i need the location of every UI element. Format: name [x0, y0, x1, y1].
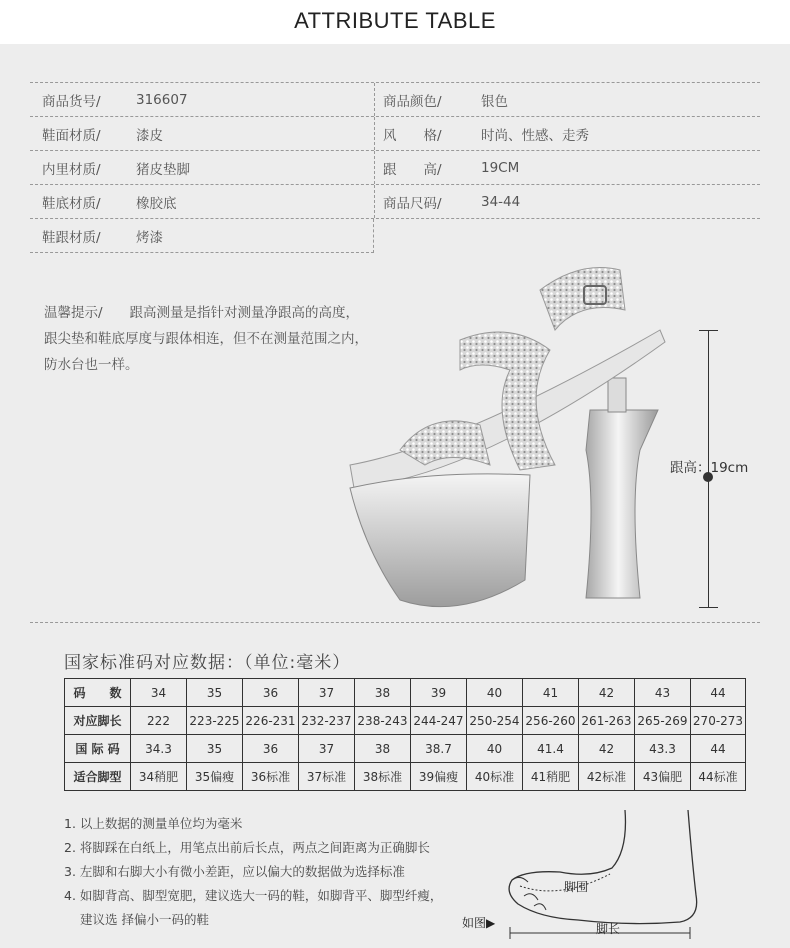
- table-cell: 38.7: [411, 735, 467, 763]
- table-cell: 44: [691, 679, 746, 707]
- table-row: [65, 763, 746, 791]
- table-cell: 226-231: [243, 707, 299, 735]
- table-cell: 36: [243, 735, 299, 763]
- attribute-row: [30, 83, 760, 117]
- table-cell: 238-243: [355, 707, 411, 735]
- header-bar: [0, 0, 790, 44]
- table-cell: 38: [355, 735, 411, 763]
- row-header: 国 际 码: [65, 735, 131, 763]
- table-cell: 222: [131, 707, 187, 735]
- table-cell: 244-247: [411, 707, 467, 735]
- attribute-key: 鞋跟材质/: [42, 229, 101, 246]
- table-cell: 34稍肥: [131, 763, 187, 791]
- attribute-cell: [30, 151, 374, 184]
- table-cell: 40: [467, 679, 523, 707]
- table-cell: 41.4: [523, 735, 579, 763]
- table-cell: 43偏肥: [635, 763, 691, 791]
- table-cell: 44标准: [691, 763, 746, 791]
- table-cell: 261-263: [579, 707, 635, 735]
- size-table-title: 国家标准码对应数据：（单位:毫米）: [64, 653, 351, 673]
- table-cell: 35: [187, 679, 243, 707]
- attribute-cell: [374, 117, 760, 150]
- attribute-cell: [30, 219, 373, 252]
- tip-line: 跟尖垫和鞋底厚度与跟体相连，但不在测量范围之内，: [44, 331, 368, 347]
- attribute-cell: [374, 83, 760, 116]
- attribute-cell: [374, 185, 760, 218]
- table-cell: 270-273: [691, 707, 746, 735]
- table-cell: 37: [299, 679, 355, 707]
- attribute-value: 316607: [136, 91, 188, 108]
- table-cell: 232-237: [299, 707, 355, 735]
- table-cell: 256-260: [523, 707, 579, 735]
- table-cell: 223-225: [187, 707, 243, 735]
- attribute-key: 鞋面材质/: [42, 127, 101, 144]
- table-cell: 35: [187, 735, 243, 763]
- note-line: 3. 左脚和右脚大小有微小差距，应以偏大的数据做为选择标准: [64, 864, 405, 879]
- note-line: 4. 如脚背高、脚型宽肥，建议选大一码的鞋，如脚背平、脚型纤瘦，: [64, 888, 443, 903]
- table-cell: 34.3: [131, 735, 187, 763]
- table-cell: 40标准: [467, 763, 523, 791]
- attribute-row: [30, 117, 760, 151]
- attribute-key: 商品尺码/: [383, 195, 442, 212]
- table-cell: 42: [579, 679, 635, 707]
- table-cell: 39: [411, 679, 467, 707]
- row-header: 码 数: [65, 679, 131, 707]
- table-row: [65, 679, 746, 707]
- table-cell: 38: [355, 679, 411, 707]
- attribute-value: 19CM: [481, 159, 520, 176]
- attribute-value: 时尚、性感、走秀: [481, 127, 589, 144]
- table-cell: 36: [243, 679, 299, 707]
- attribute-value: 橡胶底: [136, 195, 177, 212]
- table-cell: 37: [299, 735, 355, 763]
- foot-girth-label: 脚围: [564, 880, 589, 894]
- attribute-key: 风 格/: [383, 127, 442, 144]
- attribute-row: [30, 185, 760, 219]
- table-cell: 43: [635, 679, 691, 707]
- table-cell: 44: [691, 735, 746, 763]
- attribute-key: 跟 高/: [383, 161, 442, 178]
- attribute-value: 34-44: [481, 193, 521, 210]
- table-cell: 43.3: [635, 735, 691, 763]
- attribute-value: 银色: [481, 93, 508, 110]
- example-label: 如图▶: [462, 916, 496, 930]
- heel-height-top-cap: [699, 330, 718, 331]
- foot-measure-diagram: [500, 800, 750, 940]
- note-line: 1. 以上数据的测量单位均为毫米: [64, 816, 243, 831]
- size-table: [64, 678, 746, 791]
- table-cell: 42: [579, 735, 635, 763]
- table-cell: 250-254: [467, 707, 523, 735]
- page-title: ATTRIBUTE TABLE: [294, 8, 496, 33]
- table-row: [65, 707, 746, 735]
- attribute-value: 猪皮垫脚: [136, 161, 190, 178]
- note-line: 建议选 择偏小一码的鞋: [80, 912, 209, 927]
- row-header: 适合脚型: [65, 763, 131, 791]
- tip-line: 防水台也一样。: [44, 357, 139, 373]
- table-cell: 42标准: [579, 763, 635, 791]
- attribute-key: 鞋底材质/: [42, 195, 101, 212]
- platform-sandal-image: [340, 250, 680, 630]
- attribute-value: 烤漆: [136, 229, 163, 246]
- attribute-value: 漆皮: [136, 127, 163, 144]
- row-header: 对应脚长: [65, 707, 131, 735]
- table-cell: 265-269: [635, 707, 691, 735]
- heel-height-bottom-cap: [699, 607, 718, 608]
- table-cell: 39偏瘦: [411, 763, 467, 791]
- table-cell: 37标准: [299, 763, 355, 791]
- attribute-row: [30, 151, 760, 185]
- section-divider: [30, 622, 760, 623]
- attribute-key: 商品货号/: [42, 93, 101, 110]
- attribute-cell: [30, 117, 374, 150]
- tip-line: 温馨提示/ 跟高测量是指针对测量净跟高的高度，: [44, 305, 360, 321]
- table-cell: 34: [131, 679, 187, 707]
- table-cell: 36标准: [243, 763, 299, 791]
- table-cell: 38标准: [355, 763, 411, 791]
- attribute-row: [30, 219, 374, 253]
- table-row: [65, 735, 746, 763]
- attribute-table: [30, 82, 760, 253]
- attribute-key: 内里材质/: [42, 161, 101, 178]
- attribute-cell: [30, 83, 374, 116]
- table-cell: 35偏瘦: [187, 763, 243, 791]
- table-cell: 41: [523, 679, 579, 707]
- note-line: 2. 将脚踩在白纸上，用笔点出前后长点，两点之间距离为正确脚长: [64, 840, 430, 855]
- sizing-notes: [64, 812, 442, 932]
- foot-length-label: 脚长: [596, 922, 621, 936]
- attribute-cell: [30, 185, 374, 218]
- table-cell: 40: [467, 735, 523, 763]
- table-cell: 41稍肥: [523, 763, 579, 791]
- attribute-key: 商品颜色/: [383, 93, 442, 110]
- heel-height-label: 跟高：19cm: [670, 460, 749, 476]
- attribute-cell: [374, 151, 760, 184]
